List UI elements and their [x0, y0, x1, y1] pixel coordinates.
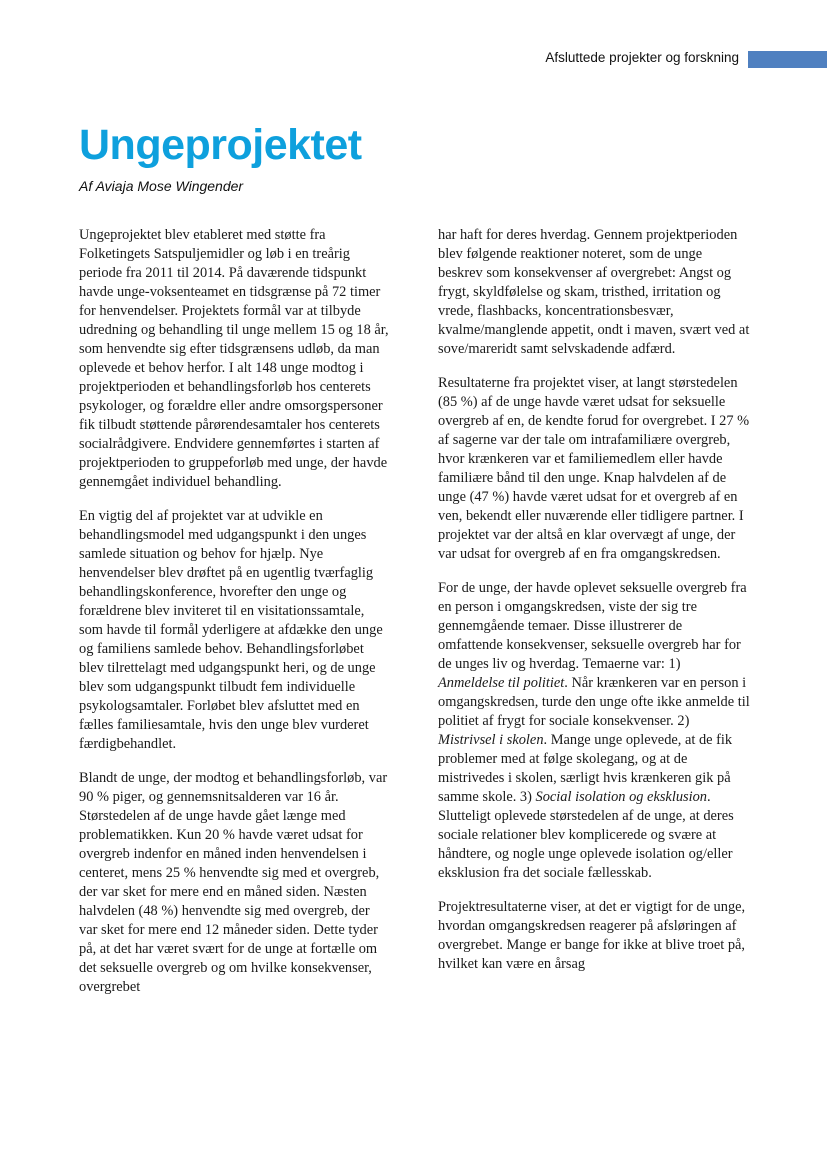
text-run: . Når krænkeren var en person i omgangskredsen, turde den unge ofte ikke anmelde til politiet af frygt for sociale konsekvenser. 2) — [438, 675, 750, 729]
theme-3: Social isolation og eksklusion — [535, 789, 708, 805]
text-run: . Slutteligt oplevede størstedelen af de unge, at deres sociale relationer blev komplicerede og svære at håndtere, og nogle unge oplevede isolation og/eller eksklusion fra det sociale fællesskab. — [438, 789, 734, 881]
paragraph: Projektresultaterne viser, at det er vigtigt for de unge, hvordan omgangskredsen reagerer på afsløringen af overgrebet. Mange er bange for ikke at blive troet på, hvilket kan være en årsag — [438, 899, 746, 972]
left-column — [79, 226, 391, 1012]
theme-2: Mistrivsel i skolen — [438, 732, 544, 748]
theme-1: Anmeldelse til politiet — [438, 675, 565, 691]
right-column — [438, 226, 750, 989]
text-run: For de unge, der havde oplevet seksuelle overgreb fra en person i omgangskredsen, viste der sig tre gennemgående temaer. Disse illustrerer de omfattende konsekvenser, seksuelle overgreb har for de unges liv og hverdag. Temaerne var: 1) — [438, 580, 747, 672]
paragraph: Resultaterne fra projektet viser, at langt størstedelen (85 %) af de unge havde været udsat for seksuelle overgreb af en, de kendte forud for overgrebet. I 27 % af sagerne var der tale om intrafamiliære overgreb, hvor krænkeren var et familiemedlem eller havde familiære bånd til den unge. Knap halvdelen af de unge (47 %) havde været udsat for et overgreb af en ven, bekendt eller nuværende eller tidligere partner. I projektet var der altså en klar overvægt af unge, der var udsat for overgreb af en fra omgangskredsen. — [438, 375, 750, 562]
article-byline: Af Aviaja Mose Wingender — [79, 178, 244, 194]
paragraph-themes — [438, 579, 750, 883]
paragraph: Blandt de unge, der modtog et behandlingsforløb, var 90 % piger, og gennemsnitsalderen var 16 år. Størstedelen af de unge havde gået længe med problematikken. Kun 20 % havde været udsat for overgreb indenfor en måned inden henvendelsen i centeret, mens 25 % henvendte sig med et overgreb, der var sket for mere end en måned siden. Næsten halvdelen (48 %) henvendte sig med overgreb, der var sket for mere end 12 måneder siden. Dette tyder på, at det har været svært for de unge at fortælle om det seksuelle overgreb og om hvilke konsekvenser, overgrebet — [79, 770, 388, 995]
paragraph: har haft for deres hverdag. Gennem projektperioden blev følgende reaktioner noteret, som de unge beskrev som konsekvenser af overgrebet: Angst og frygt, skyldfølelse og skam, tristhed, irritation og vrede, flashbacks, koncentrationsbesvær, kvalme/manglende appetit, ondt i maven, svært ved at sove/mareridt samt selvskadende adfærd. — [438, 227, 750, 357]
text-run: . Mange unge oplevede, at de fik problemer med at følge skolegang, og at de mistrivedes i skolen, særligt hvis krænkeren gik på samme skole. 3) — [438, 732, 733, 805]
paragraph: En vigtig del af projektet var at udvikle en behandlingsmodel med udgangspunkt i den unges samlede situation og behov for hjælp. Nye henvendelser blev drøftet på en ugentlig tværfaglig behandlingskonference, hvorefter den unge og forældrene blev inviteret til en visitationssamtale, som havde til formål yderligere at afdække den unge og familiens samlede behov. Behandlingsforløbet blev tilrettelagt med udgangspunkt heri, og de unge blev som udgangspunkt tilbudt fem individuelle psykologsamtaler. Forløbet blev afsluttet med en fælles familiesamtale, hvis den unge blev vurderet færdigbehandlet. — [79, 508, 383, 752]
header-accent-bar — [748, 51, 827, 68]
section-label: Afsluttede projekter og forskning — [545, 50, 739, 65]
article-title: Ungeprojektet — [79, 121, 362, 169]
paragraph: Ungeprojektet blev etableret med støtte fra Folketingets Satspuljemidler og løb i en treårig periode fra 2011 til 2014. På daværende tidspunkt havde unge-voksenteamet en tidsgrænse på 72 timer for henvendelser. Projektets formål var at tilbyde udredning og behandling til unge mellem 15 og 18 år, som henvendte sig efter tidsgrænsens udløb, da man oplevede et behov herfor. I alt 148 unge modtog i projektperioden et behandlingsforløb hos centerets psykologer, og forældre eller andre omsorgspersoner fik tilbudt støttende pårørendesamtaler hos centerets socialrådgivere. Endvidere gennemførtes i starten af projektperioden to gruppeforløb med unge, der havde gennemgået individuel behandling. — [79, 227, 389, 490]
